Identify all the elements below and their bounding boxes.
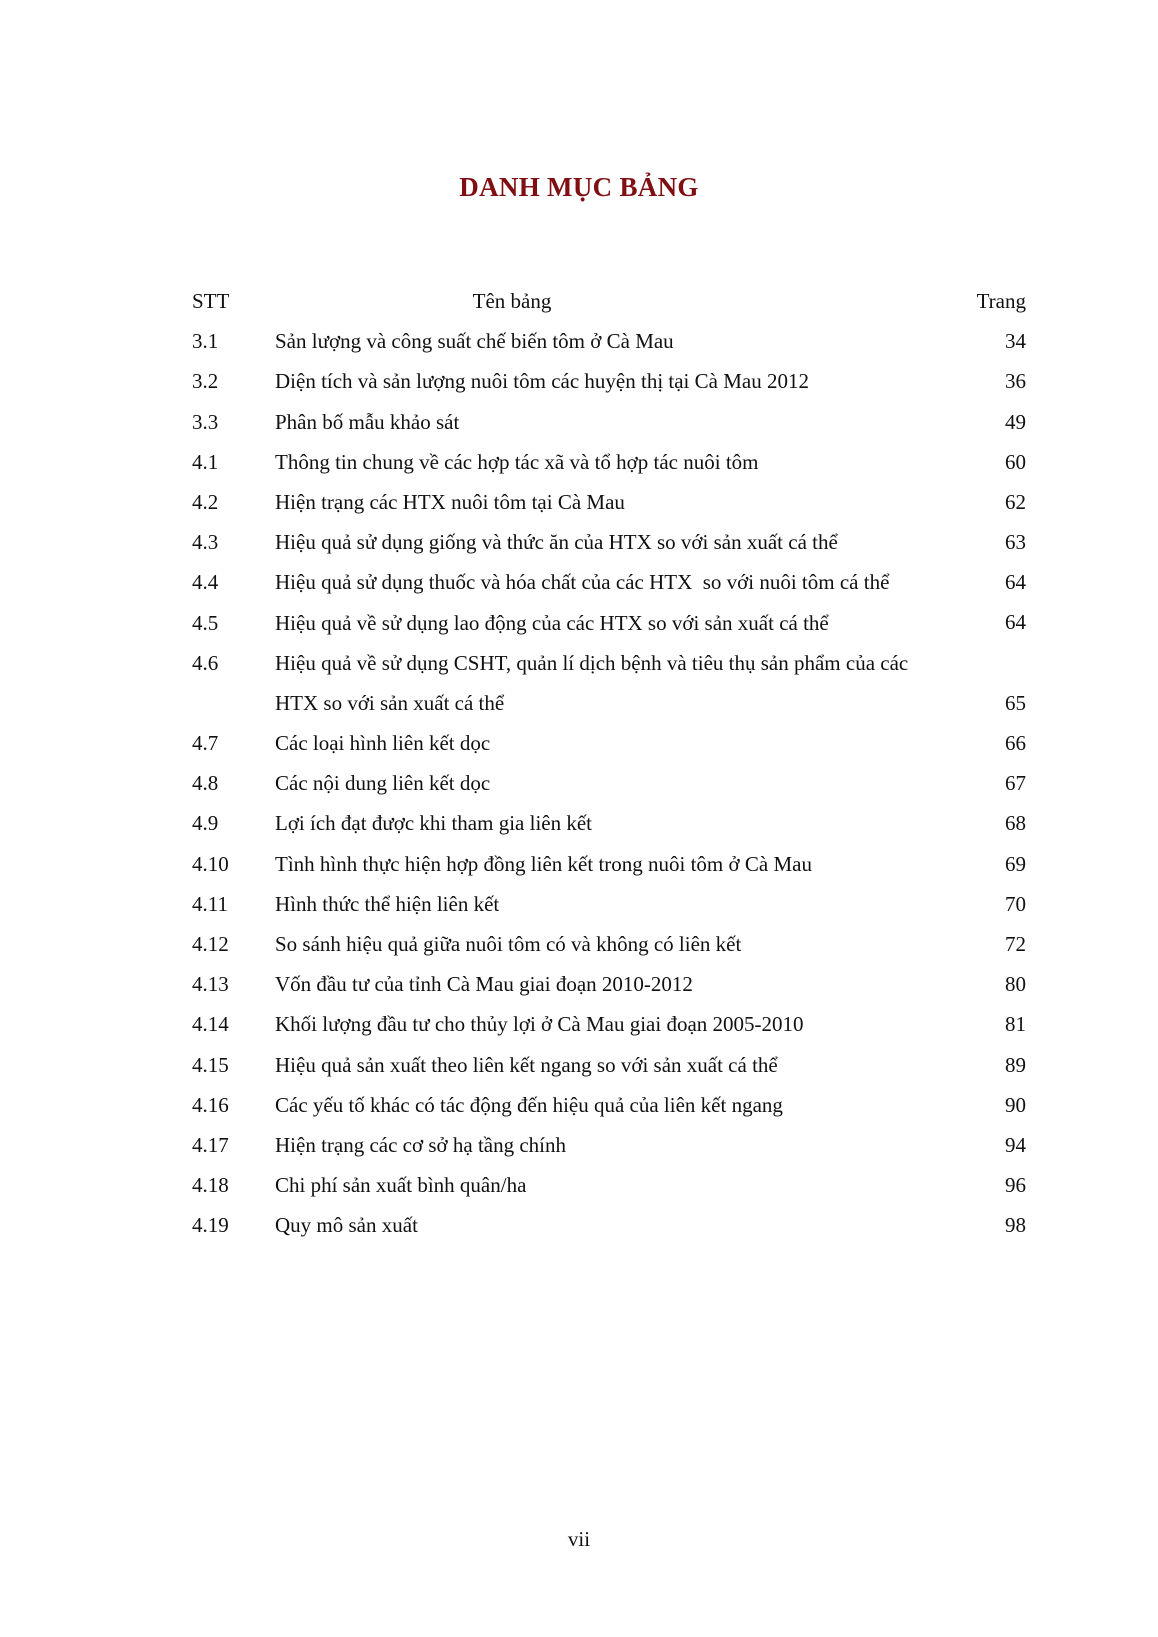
item-stt: 4.12 — [192, 932, 229, 957]
item-stt: 4.5 — [192, 610, 219, 635]
item-page: 81 — [1005, 1012, 1026, 1037]
header-page: Trang — [976, 289, 1026, 313]
item-stt: 4.6 — [192, 650, 219, 675]
item-name: Sản lượng và công suất chế biến tôm ở Cà Mau — [275, 329, 674, 354]
list-item — [192, 321, 1026, 361]
item-stt: 4.18 — [192, 1173, 229, 1198]
item-name: Diện tích và sản lượng nuôi tôm các huyện thị tại Cà Mau 2012 — [275, 369, 809, 394]
item-name: Vốn đầu tư của tỉnh Cà Mau giai đoạn 2010-2012 — [275, 972, 693, 997]
list-item — [192, 803, 1026, 843]
table-list — [192, 281, 1026, 1246]
item-page: 94 — [1005, 1132, 1026, 1157]
item-stt: 4.14 — [192, 1012, 229, 1037]
list-item — [192, 723, 1026, 763]
page-title: DANH MỤC BẢNG — [459, 172, 699, 202]
item-page: 64 — [1005, 570, 1026, 595]
list-item — [192, 1045, 1026, 1085]
item-name: Các loại hình liên kết dọc — [275, 731, 491, 756]
item-page: 69 — [1005, 851, 1026, 876]
list-item — [192, 402, 1026, 442]
item-name: Các nội dung liên kết dọc — [275, 771, 491, 796]
list-item — [192, 763, 1026, 803]
item-stt: 4.17 — [192, 1132, 229, 1157]
list-item — [192, 884, 1026, 924]
list-item — [192, 964, 1026, 1004]
list-item — [192, 1085, 1026, 1125]
list-item — [192, 482, 1026, 522]
header-stt: STT — [192, 289, 230, 313]
item-page: 65 — [1005, 690, 1026, 715]
list-item — [192, 522, 1026, 562]
item-stt: 3.1 — [192, 329, 219, 354]
item-page: 68 — [1005, 811, 1026, 836]
list-item — [192, 603, 1026, 643]
list-item — [192, 1125, 1026, 1165]
item-page: 98 — [1005, 1213, 1026, 1238]
item-name: Hiện trạng các cơ sở hạ tầng chính — [275, 1132, 567, 1157]
page-number: vii — [567, 1527, 591, 1551]
item-page: 34 — [1005, 329, 1026, 354]
item-name: Chi phí sản xuất bình quân/ha — [275, 1173, 527, 1198]
item-page: 63 — [1005, 530, 1026, 555]
item-name: Hiệu quả về sử dụng CSHT, quản lí dịch bệnh và tiêu thụ sản phẩm của các HTX so với sản xuất cá thể — [275, 650, 909, 715]
item-name: Khối lượng đầu tư cho thủy lợi ở Cà Mau giai đoạn 2005-2010 — [275, 1012, 804, 1037]
list-item — [192, 361, 1026, 401]
item-name: Phân bố mẫu khảo sát — [275, 409, 460, 434]
item-page: 62 — [1005, 489, 1026, 514]
item-page: 67 — [1005, 771, 1026, 796]
item-name: Hiện trạng các HTX nuôi tôm tại Cà Mau — [275, 489, 625, 514]
table-list-header — [192, 281, 1026, 321]
item-stt: 4.16 — [192, 1092, 229, 1117]
item-name: Hiệu quả sử dụng giống và thức ăn của HTX so với sản xuất cá thể — [275, 530, 838, 555]
item-name: So sánh hiệu quả giữa nuôi tôm có và không có liên kết — [275, 932, 742, 957]
item-page: 80 — [1005, 972, 1026, 997]
item-stt: 4.7 — [192, 731, 219, 756]
item-page: 60 — [1005, 449, 1026, 474]
item-page: 72 — [1005, 932, 1026, 956]
item-stt: 4.15 — [192, 1052, 229, 1077]
item-stt: 4.19 — [192, 1213, 229, 1238]
item-stt: 4.2 — [192, 489, 219, 514]
header-name: Tên bảng — [472, 289, 552, 313]
list-item — [192, 1004, 1026, 1044]
list-item — [192, 562, 1026, 602]
item-name: Tình hình thực hiện hợp đồng liên kết trong nuôi tôm ở Cà Mau — [275, 851, 812, 876]
item-page: 66 — [1005, 731, 1026, 756]
item-stt: 4.4 — [192, 570, 219, 595]
item-name: Hiệu quả sản xuất theo liên kết ngang so với sản xuất cá thể — [275, 1052, 778, 1077]
item-stt: 4.11 — [192, 891, 228, 916]
item-page: 64 — [1005, 610, 1026, 635]
list-item — [192, 442, 1026, 482]
item-name: Quy mô sản xuất — [275, 1213, 418, 1238]
item-stt: 4.8 — [192, 771, 219, 796]
item-page: 36 — [1005, 369, 1026, 394]
item-stt: 4.13 — [192, 972, 229, 997]
item-name: Lợi ích đạt được khi tham gia liên kết — [275, 811, 593, 836]
item-stt: 4.1 — [192, 449, 219, 474]
list-item — [192, 1205, 1026, 1245]
item-stt: 3.3 — [192, 409, 219, 434]
item-name: Hiệu quả sử dụng thuốc và hóa chất của các HTX so với nuôi tôm cá thể — [275, 570, 890, 595]
item-page: 70 — [1005, 891, 1026, 916]
item-name: Hiệu quả về sử dụng lao động của các HTX so với sản xuất cá thể — [275, 610, 829, 635]
item-name: Thông tin chung về các hợp tác xã và tổ hợp tác nuôi tôm — [275, 449, 759, 474]
item-name: Các yếu tố khác có tác động đến hiệu quả của liên kết ngang — [275, 1092, 783, 1117]
item-page: 89 — [1005, 1052, 1026, 1077]
item-page: 96 — [1005, 1173, 1026, 1198]
item-stt: 4.3 — [192, 530, 219, 555]
list-item — [192, 643, 1026, 723]
list-item — [192, 844, 1026, 884]
item-page: 49 — [1005, 409, 1026, 434]
item-stt: 4.10 — [192, 851, 229, 876]
list-item — [192, 924, 1026, 964]
item-page: 90 — [1005, 1092, 1026, 1117]
item-name: Hình thức thể hiện liên kết — [275, 891, 500, 916]
item-stt: 4.9 — [192, 811, 219, 836]
item-stt: 3.2 — [192, 369, 219, 394]
list-item — [192, 1165, 1026, 1205]
